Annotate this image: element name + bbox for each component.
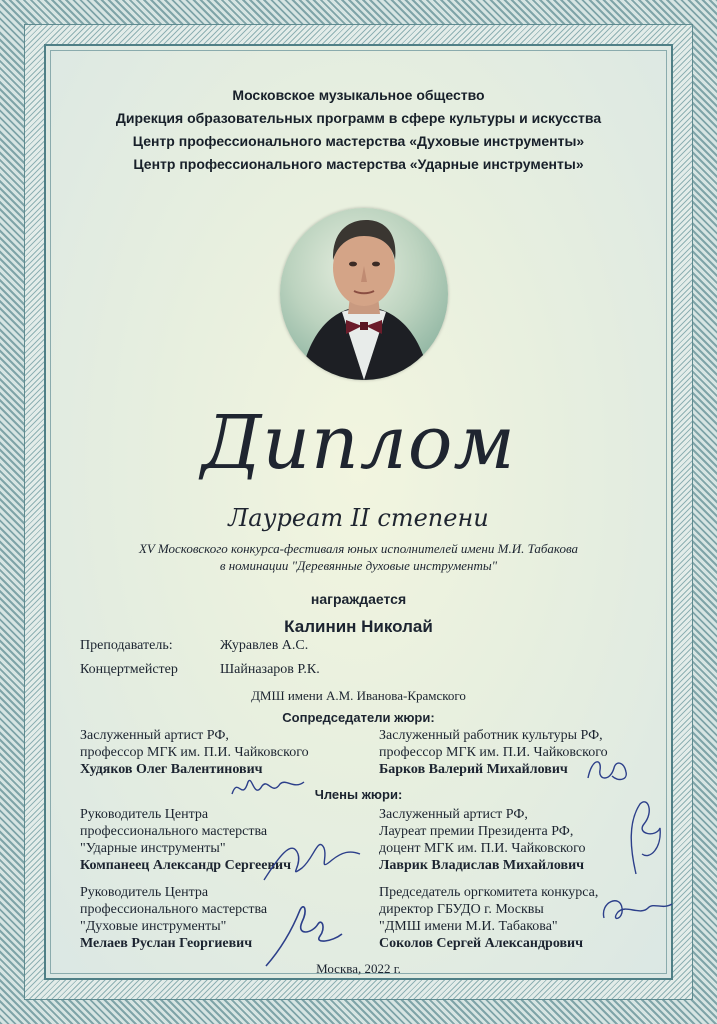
portrait-medallion: [280, 208, 448, 380]
contest-description: [60, 540, 657, 574]
jury-title-line: профессионального мастерства: [80, 902, 268, 917]
jury-title-line: Заслуженный работник культуры РФ,: [379, 728, 603, 743]
jury-title-line: Заслуженный артист РФ,: [379, 807, 528, 822]
place-and-year: Москва, 2022 г.: [316, 961, 401, 976]
teacher-label: Преподаватель:: [80, 638, 173, 653]
signature-khudyakov: [228, 772, 308, 806]
accompanist-label: Концертмейстер: [80, 662, 178, 677]
jury-member-name: Худяков Олег Валентинович: [80, 762, 263, 777]
jury-title-line: директор ГБУДО г. Москвы: [379, 902, 544, 917]
award-degree: Лауреат II степени: [228, 504, 489, 532]
jury-title-line: доцент МГК им. П.И. Чайковского: [379, 841, 586, 856]
jury-member-name: Мелаев Руслан Георгиевич: [80, 936, 253, 951]
school-name: ДМШ имени А.М. Иванова-Крамского: [251, 688, 466, 703]
jury-block-left: [80, 884, 267, 952]
jury-title-line: "ДМШ имени М.И. Табакова": [379, 919, 558, 934]
signature-melaev: [262, 900, 346, 972]
diploma-title: Диплом: [201, 400, 516, 486]
signature-sokolov: [596, 888, 676, 932]
signature-kompaneets: [258, 828, 364, 888]
jury-member-name: Лаврик Владислав Михайлович: [379, 858, 585, 873]
jury-member-name: Соколов Сергей Александрович: [379, 936, 583, 951]
issuer-line: Центр профессионального мастерства «Духовые инструменты»: [132, 133, 585, 149]
signature-lavrik: [614, 798, 670, 878]
jury-title-line: "Ударные инструменты": [80, 841, 226, 856]
contest-line: XV Московского конкурса-фестиваля юных исполнителей имени М.И. Табакова: [138, 541, 579, 556]
jury-title-line: профессор МГК им. П.И. Чайковского: [379, 745, 608, 760]
jury-title-line: Руководитель Центра: [80, 807, 209, 822]
jury-block-right: [379, 884, 598, 952]
awarded-label: награждается: [310, 591, 407, 607]
winner-name: Калинин Николай: [284, 617, 433, 636]
issuer-line: Московское музыкальное общество: [232, 87, 485, 103]
members-title: Члены жюри:: [314, 787, 403, 802]
jury-title-line: Лауреат премии Президента РФ,: [379, 824, 574, 839]
issuer-line: Центр профессионального мастерства «Ударные инструменты»: [133, 156, 584, 172]
jury-block-right: [379, 806, 586, 874]
jury-title-line: профессор МГК им. П.И. Чайковского: [80, 745, 309, 760]
jury-title-line: "Духовые инструменты": [80, 919, 227, 934]
jury-title-line: Руководитель Центра: [80, 885, 209, 900]
signature-barkov: [584, 752, 630, 786]
jury-title-line: Заслуженный артист РФ,: [80, 728, 229, 743]
jury-block-right: [379, 727, 608, 778]
teacher-value: Журавлев А.С.: [220, 638, 309, 653]
co-chairs-title: Сопредседатели жюри:: [282, 710, 435, 725]
jury-block-left: [80, 727, 309, 778]
accompanist-value: Шайназаров Р.К.: [220, 662, 320, 677]
jury-member-name: Барков Валерий Михайлович: [379, 762, 568, 777]
issuer-line: Дирекция образовательных программ в сфере культуры и искусства: [115, 110, 602, 126]
jury-title-line: профессионального мастерства: [80, 824, 268, 839]
jury-member-name: Компанеец Александр Сергеевич: [80, 858, 291, 873]
issuers-header: [60, 84, 657, 176]
jury-title-line: Председатель оргкомитета конкурса,: [379, 885, 599, 900]
nomination-line: в номинации "Деревянные духовые инструменты": [219, 558, 498, 573]
